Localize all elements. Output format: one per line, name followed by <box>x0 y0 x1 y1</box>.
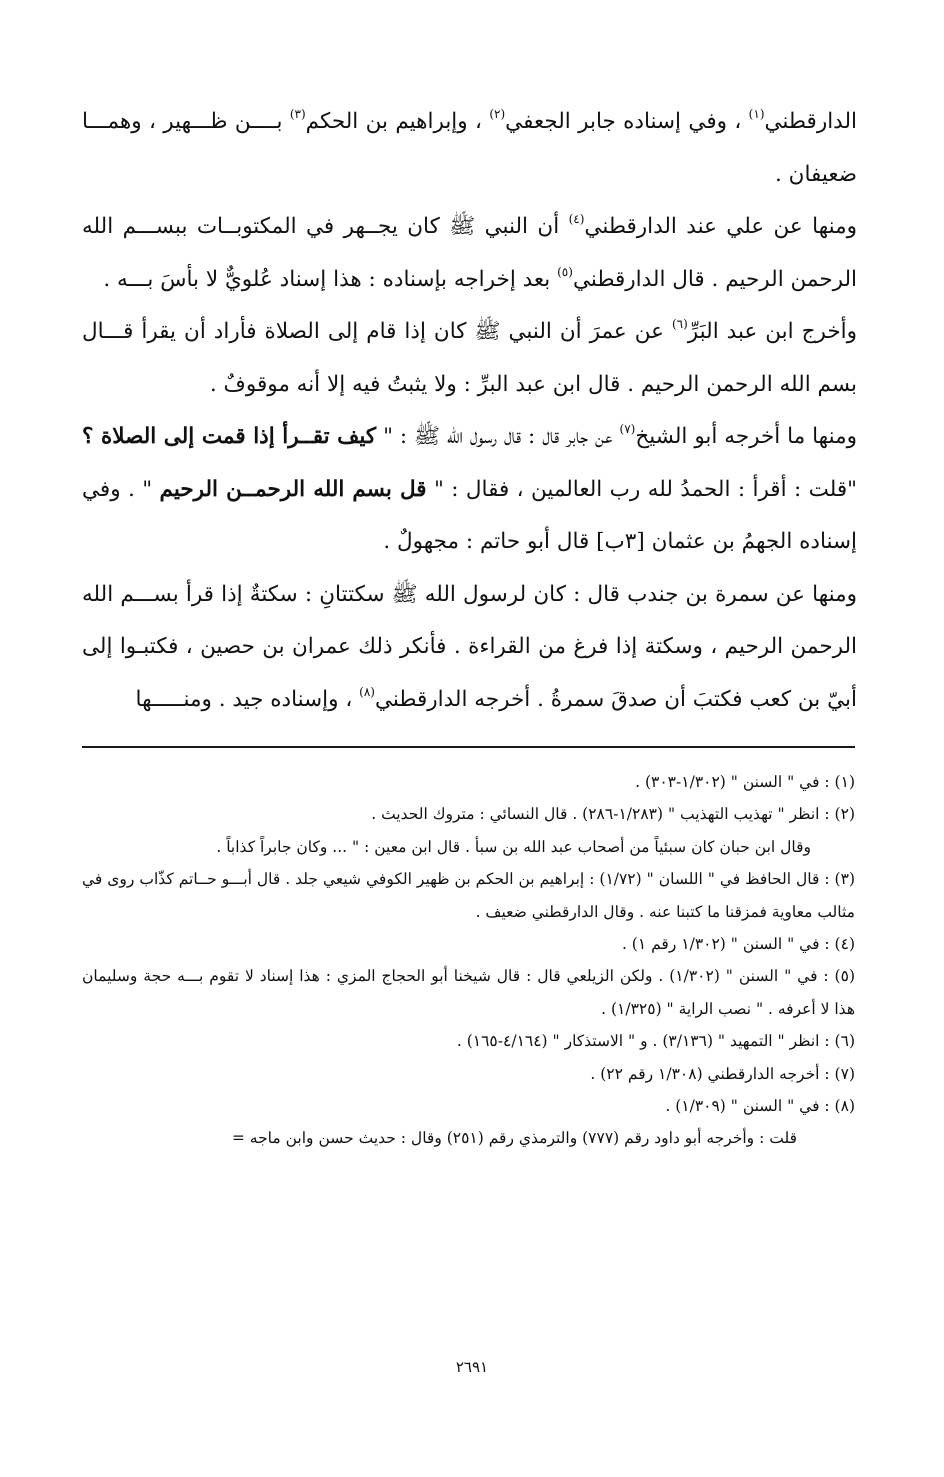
main-text-body <box>82 96 857 726</box>
text-run: عن جابر قال : قال رسول الله ﷺ : " <box>383 424 613 449</box>
footnote-ref-7[interactable]: (٧) <box>619 422 636 436</box>
text-run: ومنها عن علي عند الدارقطني <box>584 214 857 239</box>
text-run: ، وإبراهيم بن الحكم <box>305 109 482 134</box>
footnote-2-continuation: وقال ابن حبان كان سبئياً من أصحاب عبد الله بن سبأ . قال ابن معين : " ... وكان جابراً كذاباً . <box>216 837 811 856</box>
text-run: ومنها عن سمرة بن جندب قال : كان لرسول الله ﷺ سكتتانِ : سكتةٌ إذا قرأ بســـم الله الرحمن الرحيم ، وسكتة إذا فرغ من القراءة . فأنكر ذلك عمران بن حصين ، فكتبـوا إلى أبيّ بن كعب فكتبَ أن صدقَ سمرةُ . أخرجه الدارقطني <box>82 581 857 712</box>
footnote-ref-6[interactable]: (٦) <box>671 317 688 331</box>
text-run: بــــن ظـــهير ، وهمـــا ضعيفان . <box>82 109 857 187</box>
footnote-ref-3[interactable]: (٣) <box>289 107 306 121</box>
footnote-2: (٢) : انظر " تهذيب التهذيب " (١/٢٨٣-٢٨٦) . قال النسائي : متروك الحديث . <box>371 805 855 824</box>
text-run: وأخرج ابن عبد البَرِّ <box>687 319 857 344</box>
text-run: ، وفي إسناده جابر الجعفي <box>505 109 742 134</box>
footnote-4: (٤) : في " السنن " (١/٣٠٢ رقم ١) . <box>621 935 855 954</box>
paragraph-5 <box>82 569 857 727</box>
footnote-ref-4[interactable]: (٤) <box>568 212 585 226</box>
text-run: أن النبي ﷺ كان يجــهر في المكتوبــات ببســـم الله الرحمن الرحيم . قال الدارقطني <box>82 214 857 292</box>
footnote-ref-5[interactable]: (٥) <box>557 264 573 279</box>
paragraph-4 <box>82 411 857 569</box>
paragraph-3 <box>82 306 857 411</box>
footnote-6: (٦) : انظر " التمهيد " (٣/١٣٦) . و " الاستذكار " (٤/١٦٤-١٦٥) . <box>456 1032 855 1051</box>
footnote-8: (٨) : في " السنن " (١/٣٠٩) . <box>665 1097 855 1116</box>
text-run: " . وفي إسناده الجهمُ بن عثمان [٣ب] قال أبو حاتم : مجهولٌ . <box>82 476 857 554</box>
footnote-7: (٧) : أخرجه الدارقطني (١/٣٠٨ رقم ٢٢) . <box>590 1064 855 1083</box>
footnote-ref-1[interactable]: (١) <box>748 107 765 121</box>
footnote-3: (٣) : قال الحافظ في " اللسان " (١/٧٢) : إبراهيم بن الحكم بن ظهير الكوفي شيعي جلد . قال أبـــو حــاتم كذّاب روى في مثالب معاوية فمزقنا ما كتبنا عنه . وقال الدارقطني ضعيف . <box>82 870 855 921</box>
text-run: عن عمرَ أن النبي ﷺ كان إذا قام إلى الصلاة فأراد أن يقرأ قـــال بسم الله الرحمن الرحيم . قال ابن عبد البرِّ : ولا يثبتُ فيه إلا أنه موقوفٌ . <box>82 319 857 397</box>
footnote-separator <box>82 746 855 748</box>
text-run: ومنها ما أخرجه أبو الشيخ <box>635 424 857 449</box>
text-run: ، وإسناده جيد . ومنـــــها <box>135 686 353 712</box>
footnote-5: (٥) : في " السنن " (١/٣٠٢) . ولكن الزيلعي قال : قال شيخنا أبو الحجاج المزي : هذا إسناد لا تقوم بـــه حجة وسليمان هذا لا أعرفه . " نصب الراية " (١/٣٢٥) . <box>82 967 855 1018</box>
page-number: ٢٦٩١ <box>455 1358 489 1376</box>
footnote-ref-8[interactable]: (٨) <box>359 684 375 699</box>
hadith-quote-bold: قل بسم الله الرحمــن الرحيم <box>159 476 427 502</box>
footnote-ref-2[interactable]: (٢) <box>489 107 506 121</box>
footnote-8-continuation: قلت : وأخرجه أبو داود رقم (٧٧٧) والترمذي رقم (٢٥١) وقال : حديث حسن وابن ماجه = <box>231 1129 797 1148</box>
paragraph-1 <box>82 96 857 201</box>
paragraph-2 <box>82 201 857 306</box>
hadith-quote-bold: كيف تقــرأ إذا قمت إلى الصلاة ؟ <box>82 424 377 449</box>
text-run: الدارقطني <box>764 109 857 134</box>
text-run: "قلت : أقرأ : الحمدُ لله رب العالمين ، فقال : " <box>433 476 858 502</box>
text-run: بعد إخراجه بإسناده : هذا إسناد عُلويٌّ لا بأسَ بـــه . <box>103 266 551 292</box>
footnote-1: (١) : في " السنن " (١/٣٠٢-٣٠٣) . <box>635 773 855 791</box>
footnotes-section <box>82 766 855 1155</box>
